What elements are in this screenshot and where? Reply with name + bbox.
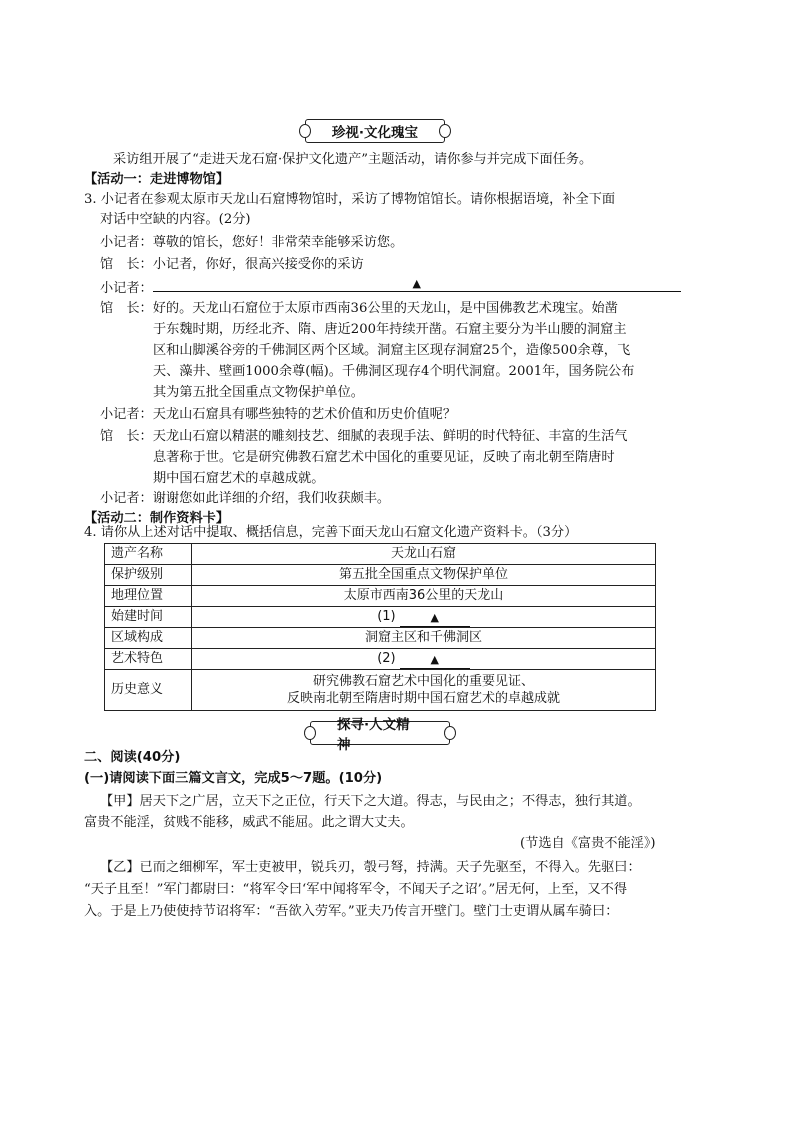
- card-key: 地理位置: [105, 586, 192, 607]
- card-value: 第五批全国重点文物保护单位: [192, 565, 656, 586]
- card-key: 区域构成: [105, 628, 192, 649]
- card-row: [105, 670, 656, 711]
- curator-answer2-line3: 期中国石窟艺术的卓越成就。: [153, 471, 325, 486]
- blank-number: (1): [377, 609, 396, 624]
- jia-line2: 富贵不能淫，贫贱不能移，威武不能屈。此之谓大丈夫。: [84, 815, 414, 830]
- curator-answer2-line1: 馆 长：天龙山石窟以精湛的雕刻技艺、细腻的表现手法、鲜明的时代特征、丰富的生活气: [100, 429, 628, 444]
- card-value-blank-1: [192, 607, 656, 628]
- card-key: 历史意义: [105, 670, 192, 711]
- curator-answer-line4: 天、藻井、壁画1000余尊(幅)。千佛洞区现存4个明代洞窟。2001年，国务院公布: [153, 364, 635, 379]
- blank-triangle-icon: ▲: [430, 653, 440, 666]
- answer-blank-2[interactable]: [400, 652, 470, 669]
- dialog-reporter-blank: [100, 277, 681, 299]
- card-value-history: [192, 670, 656, 711]
- activity1-heading: 【活动一：走进博物馆】: [84, 172, 230, 187]
- reading-title: 二、阅读(40分): [84, 750, 181, 765]
- banner-label: 珍视·文化瑰宝: [305, 119, 445, 143]
- curator-answer2-line2: 息著称于世。它是研究佛教石窟艺术中国化的重要见证，反映了南北朝至隋唐时: [153, 450, 615, 465]
- card-row: [105, 544, 656, 565]
- curator-answer-line2: 于东魏时期，历经北齐、隋、唐近200年持续开凿。石窟主要分为半山腰的洞窟主: [153, 322, 627, 337]
- heritage-info-card: [104, 543, 656, 711]
- q3-line1: 3. 小记者在参观太原市天龙山石窟博物馆时，采访了博物馆馆长。请你根据语境，补全下面: [84, 192, 616, 207]
- card-key: 遗产名称: [105, 544, 192, 565]
- history-line1: 研究佛教石窟艺术中国化的重要见证、: [312, 674, 534, 689]
- q3-line2: 对话中空缺的内容。(2分): [100, 212, 251, 227]
- card-value: 天龙山石窟: [192, 544, 656, 565]
- jia-source: (节选自《富贵不能淫》): [520, 836, 656, 851]
- card-row: [105, 649, 656, 670]
- blank-triangle-icon: ▲: [412, 277, 421, 290]
- curator-answer-line3: 区和山脚溪谷旁的千佛洞区两个区域。洞窟主区现存洞窟25个，造像500余尊，飞: [153, 343, 631, 358]
- history-line2: 反映南北朝至隋唐时期中国石窟艺术的卓越成就: [286, 691, 560, 706]
- blank-triangle-icon: ▲: [430, 611, 440, 624]
- card-row: [105, 565, 656, 586]
- reporter-question: 小记者：天龙山石窟具有哪些独特的艺术价值和历史价值呢？: [100, 407, 457, 422]
- dialog-curator-1: 馆 长：小记者，你好，很高兴接受你的采访: [100, 257, 364, 272]
- reporter-prompt: 小记者：: [100, 281, 153, 296]
- yi-line1: 【乙】已而之细柳军，军士吏被甲，锐兵刃，彀弓弩，持满。天子先驱至，不得入。先驱曰：: [100, 860, 641, 875]
- jia-line1: 【甲】居天下之广居，立天下之正位，行天下之大道。得志，与民由之；不得志，独行其道。: [100, 794, 641, 809]
- card-key: 艺术特色: [105, 649, 192, 670]
- card-key: 保护级别: [105, 565, 192, 586]
- card-row: [105, 628, 656, 649]
- card-value: 洞窟主区和千佛洞区: [192, 628, 656, 649]
- banner-label: 探寻·人文精神: [310, 721, 450, 745]
- yi-line2: “天子且至！”军门都尉曰：“将军令曰‘军中闻将军令，不闻天子之诏’。”居无何，上至，又不得: [84, 882, 628, 897]
- curator-answer-line5: 其为第五批全国重点文物保护单位。: [153, 385, 364, 400]
- curator-answer-line1: 馆 长：好的。天龙山石窟位于太原市西南36公里的天龙山，是中国佛教艺术瑰宝。始凿: [100, 301, 618, 316]
- reporter-thanks: 小记者：谢谢您如此详细的介绍，我们收获颇丰。: [100, 491, 391, 506]
- card-row: [105, 586, 656, 607]
- yi-line3: 入。于是上乃使使持节诏将军：“吾欲入劳军。”亚夫乃传言开壁门。壁门士吏谓从属车骑曰：: [84, 904, 619, 919]
- dialog-reporter-1: 小记者：尊敬的馆长，您好！非常荣幸能够采访您。: [100, 235, 404, 250]
- activity2-heading: 【活动二：制作资料卡】: [84, 511, 230, 526]
- answer-blank-1[interactable]: [400, 610, 470, 627]
- section-banner-spirit: [310, 717, 450, 753]
- card-value-blank-2: [192, 649, 656, 670]
- reading-subtitle: (一)请阅读下面三篇文言文，完成5～7题。(10分): [84, 771, 383, 786]
- blank-number: (2): [377, 651, 396, 666]
- intro-text: 采访组开展了“走进天龙石窟·保护文化遗产”主题活动，请你参与并完成下面任务。: [113, 152, 593, 167]
- card-key: 始建时间: [105, 607, 192, 628]
- section-banner-treasure: [300, 118, 450, 144]
- q4-text: 4. 请你从上述对话中提取、概括信息，完善下面天龙山石窟文化遗产资料卡。（3分）: [84, 525, 578, 540]
- card-value: 太原市西南36公里的天龙山: [192, 586, 656, 607]
- card-row: [105, 607, 656, 628]
- answer-blank-q3[interactable]: [153, 277, 681, 292]
